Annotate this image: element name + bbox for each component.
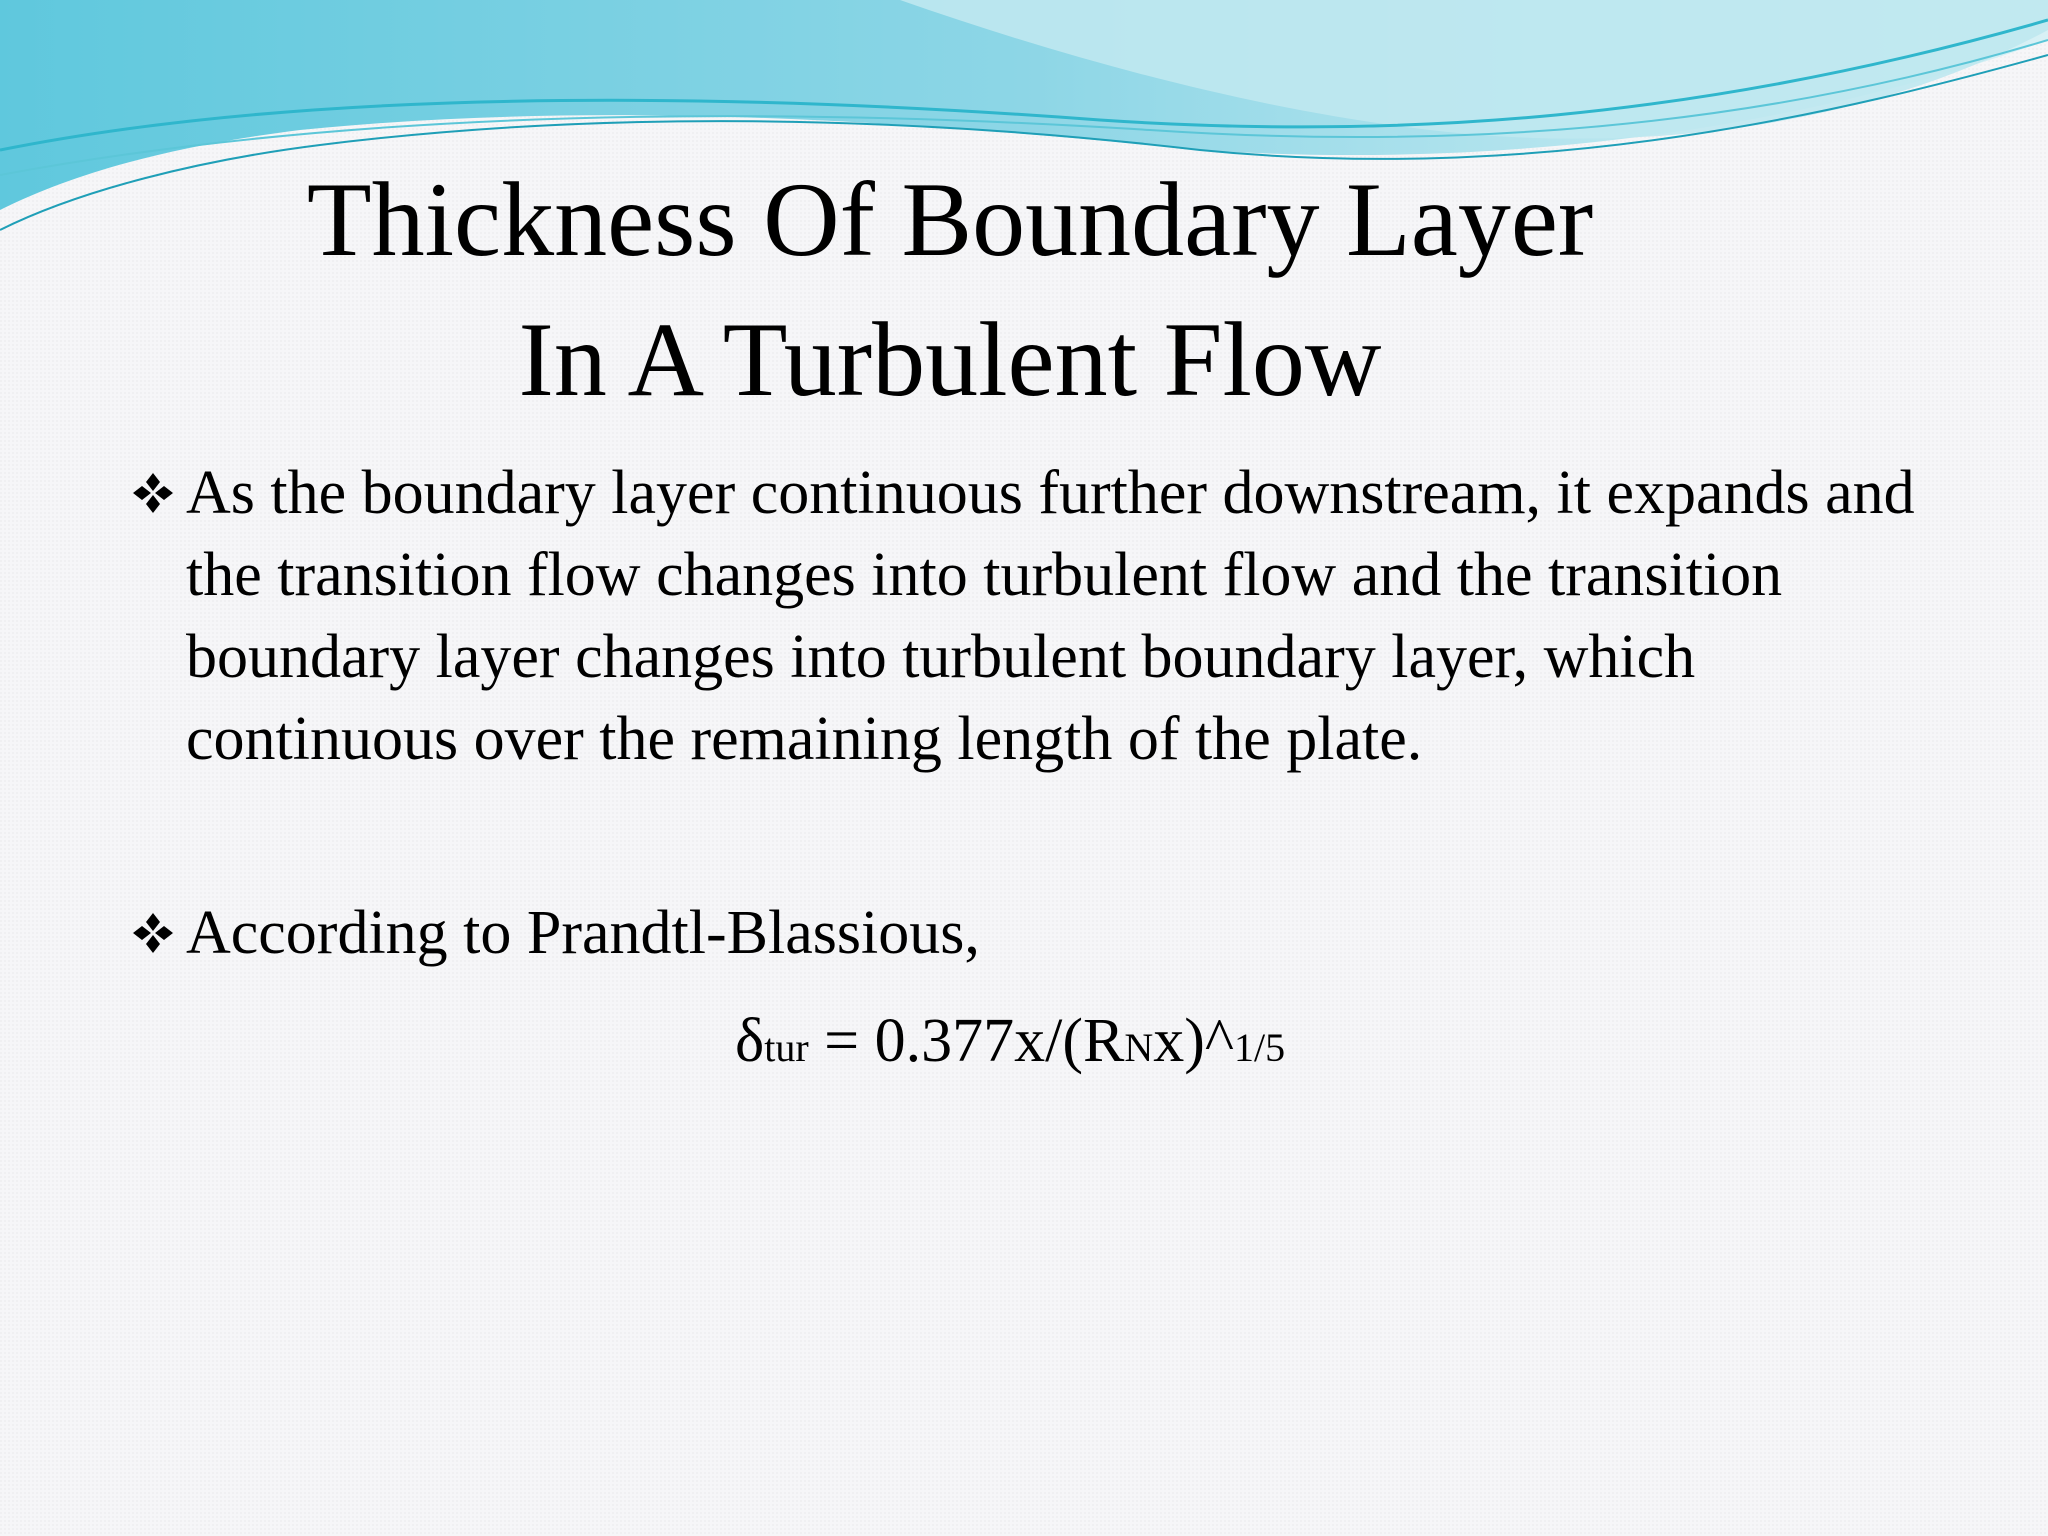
bullet-text: As the boundary layer continuous further downstream, it expands and the transition flow changes into turbulent flow and the transition boundary layer changes into turbulent boundary layer, which continuous over the remaining length of the plate. — [186, 459, 1915, 773]
formula-after-r: x)^ — [1153, 1007, 1234, 1075]
delta-symbol: δ — [735, 1007, 765, 1075]
slide-title — [0, 150, 1900, 430]
title-line-1: Thickness Of Boundary Layer — [306, 161, 1594, 278]
delta-subscript: tur — [764, 1025, 809, 1070]
formula-middle: = 0.377x/(R — [808, 1007, 1125, 1075]
bullet-list — [130, 452, 1930, 974]
boundary-layer-formula — [735, 1000, 1285, 1089]
bullet-text: According to Prandtl-Blassious, — [186, 899, 980, 967]
four-diamond-bullet-icon — [130, 910, 176, 956]
bullet-item — [130, 452, 1930, 780]
formula-exponent: 1/5 — [1234, 1025, 1286, 1070]
title-line-2: In A Turbulent Flow — [518, 301, 1382, 418]
reynolds-subscript: N — [1124, 1025, 1154, 1070]
four-diamond-bullet-icon — [130, 470, 176, 516]
bullet-item — [130, 892, 1930, 974]
